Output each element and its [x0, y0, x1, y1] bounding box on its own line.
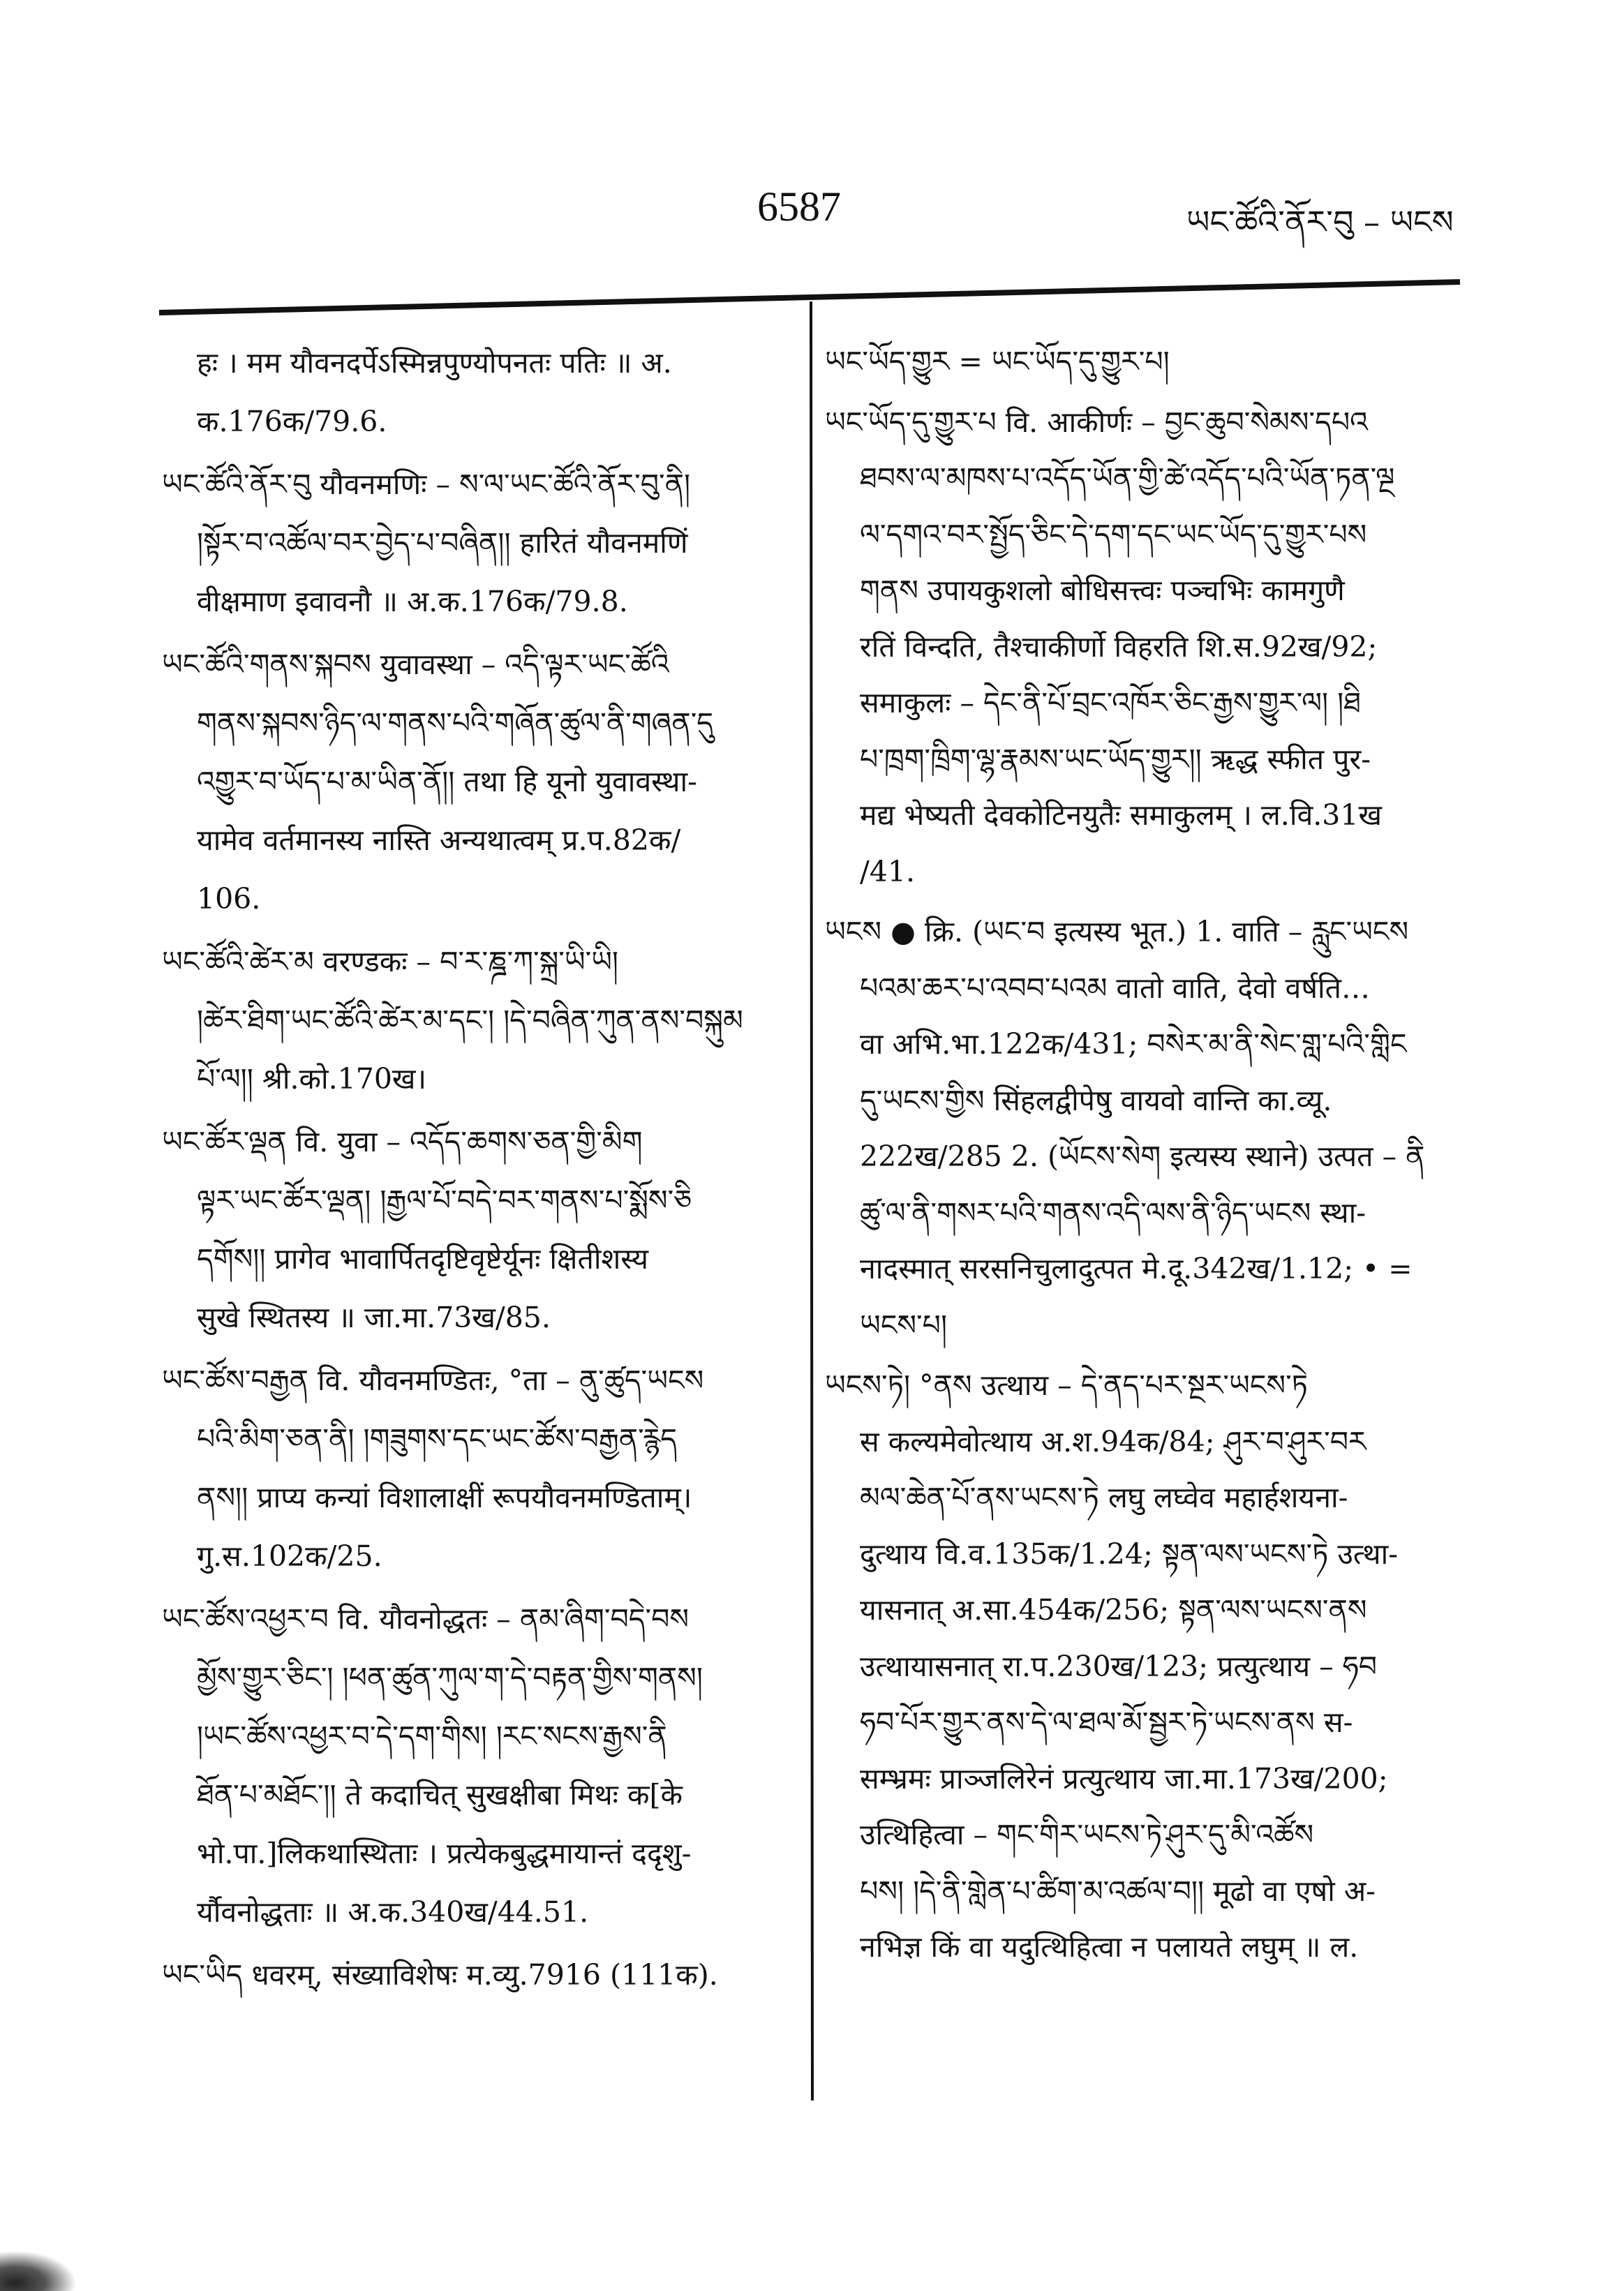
entry-line: གནས་སྐབས་ཉིད་ལ་གནས་པའི་གཞོན་ཚུལ་ནི་གཞན་དུ [197, 706, 714, 740]
entry-line: सुखे स्थितस्य ॥ जा.मा.73ख/85. [197, 1301, 551, 1334]
entry-line: པའི་མིག་ཅན་ནི། །གཟུགས་དང་ཡང་ཚོས་བརྒྱན་རྙེད [197, 1422, 677, 1456]
entry-line: /41. [860, 854, 916, 888]
entry-headword-line: ཡང་ཡིད धवरम्, संख्याविशेषः म.व्यु.7916 (111क). [162, 1958, 718, 1992]
entry-headword-line: ཡང་ཚོས་འཕྱར་བ वि. यौवनोद्धतः – ནམ་ཞིག་བདེ་བས [162, 1602, 690, 1636]
dictionary-entry [825, 394, 1467, 900]
entry-headword-line: ཡང་ཚོས་བརྒྱན वि. यौवनमण्डितः, °ता – ནུ་ཚུད་ཡངས [162, 1364, 704, 1397]
running-head: ཡང་ཚོའི་ནོར་བུ – ཡངས [1186, 203, 1454, 241]
entry-line: ལ་དགའ་བར་སྤྱོད་ཅིང་དེ་དག་དང་ཡང་ཡོད་དུ་གྱུར་པས [860, 517, 1367, 551]
entry-line: 106. [197, 882, 261, 916]
entry-line: भो.पा.]लिकथास्थिताः । प्रत्येकबुद्धमायान्तं ददृशु- [197, 1837, 692, 1870]
entry-line: नभिज्ञ किं वा यदुत्थिहित्वा न पलायते लघुम् ॥ ल. [860, 1930, 1359, 1964]
entry-line: པའམ་ཆར་པ་འབབ་པའམ वातो वाति, देवो वर्षति… [860, 971, 1371, 1005]
dictionary-entry [162, 932, 811, 1108]
entry-line: ཡངས་པ། [860, 1308, 948, 1342]
entry-line: स कल्यमेवोत्थाय अ.श.94क/84; ཤུར་བ་ཤུར་བར [860, 1424, 1366, 1458]
dictionary-entry [162, 1590, 811, 1941]
entry-line: །ཡང་ཚོས་འཕྱར་བ་དེ་དག་གིས། །རང་སངས་རྒྱས་ནི [197, 1719, 667, 1753]
entry-line: उत्थायासनात् रा.प.230ख/123; प्रत्युत्थाय – ཧབ [860, 1649, 1378, 1683]
entry-headword-line: ཡངས ● क्रि. (ཡང་བ इत्यस्य भूत.) 1. वाति – རླུང་ཡངས [825, 915, 1409, 948]
dictionary-entry [825, 334, 1467, 390]
entry-line: क.176क/79.6. [197, 405, 387, 438]
dictionary-entry [162, 1351, 811, 1585]
entry-headword-line: ཡང་ཡོད་གྱུར = ཡང་ཡོད་དུ་གྱུར་པ། [825, 345, 1170, 378]
entry-line: ཐོན་པ་མཐོང་།། ते कदाचित् सुखक्षीबा मिथः क[के [197, 1778, 683, 1812]
entry-line: वीक्षमाण इवावनौ ॥ अ.क.176क/79.8. [197, 585, 628, 618]
entry-line: हः । मम यौवनदर्पेऽस्मिन्नपुण्योपनतः पतिः ॥ अ. [197, 346, 672, 380]
entry-line: པས། །དེ་ནི་གླེན་པ་ཚིག་མ་འཚལ་བ།། मूढो वा एषो अ- [860, 1874, 1376, 1908]
entry-line: དུ་ཡངས་གྱིས सिंहलद्वीपेषु वायवो वान्ति का.व्यू. [860, 1083, 1332, 1117]
dictionary-entry [162, 1112, 811, 1347]
entry-line: नादस्मात् सरसनिचुलादुत्पत मे.दू.342ख/1.12; • = [860, 1252, 1413, 1285]
entry-line: །ཚེར་ཐིག་ཡང་ཚོའི་ཚེར་མ་དང་། །དེ་བཞིན་ཀུན་ནས་བསྐུམ [197, 1003, 743, 1037]
entry-line: दुत्थाय वि.व.135क/1.24; སྟན་ལས་ཡངས་ཏེ उत्था- [860, 1537, 1399, 1571]
entry-line: ལྟར་ཡང་ཚོར་ལྡན། །རྒྱལ་པོ་བདེ་བར་གནས་པ་སྨོས་ཅི [197, 1184, 692, 1217]
dictionary-entry [162, 334, 811, 451]
entry-line: गु.स.102क/25. [197, 1539, 382, 1573]
page-number: 6587 [757, 184, 841, 230]
entry-line: वा अभि.भा.122क/431; བསེར་མ་ནི་སེང་གླ་པའི་གླིང [860, 1027, 1407, 1061]
entry-headword-line: ཡང་ཚོར་ལྡན वि. युवा – འདོད་ཆགས་ཅན་གྱི་མིག [162, 1125, 643, 1158]
entry-line: सम्भ्रमः प्राञ्जलिरेनं प्रत्युत्थाय जा.मा.173ख/200; [860, 1761, 1388, 1796]
entry-line: མལ་ཆེན་པོ་ནས་ཡངས་ཏེ लघु लघ्वेव महार्हशयना- [860, 1481, 1348, 1514]
entry-line: 222ख/285 2. (ཡོངས་སེག इत्यस्य स्थाने) उत्पत – ནི [860, 1140, 1425, 1173]
dictionary-entry [162, 635, 811, 928]
entry-line: समाकुलः – དེང་ནི་པོ་བྲང་འཁོར་ཅིང་རྒྱས་གྱུར་ལ། །ཐི [860, 686, 1362, 719]
entry-headword-line: ཡང་ཡོད་དུ་གྱུར་པ वि. आकीर्णः – བྱང་ཆུབ་སེམས་དཔའ [825, 405, 1368, 439]
entry-headword-line: ཡང་ཚོའི་ཚེར་མ वरण्डकः – བ་ར་ཎྜ་ཀ་སྐྲ་ཡི་ཡི། [162, 945, 619, 978]
dictionary-entry [825, 904, 1467, 1353]
entry-line: དགོས།། प्रागेव भावार्पितदृष्टिवृष्टेर्यूनः क्षितीशस्य [197, 1242, 649, 1276]
header-rule [159, 282, 1460, 313]
entry-line: रतिं विन्दति, तैश्चाकीर्णो विहरति शि.स.92ख/92; [860, 629, 1378, 664]
dictionary-entry [162, 455, 811, 631]
entry-line: र्यौवनोद्धताः ॥ अ.क.340ख/44.51. [197, 1895, 589, 1929]
dictionary-entry [825, 1357, 1467, 1976]
entry-line: मद्य भेष्यती देवकोटिनयुतैः समाकुलम् । ल.वि.31ख [860, 798, 1382, 832]
entry-headword-line: ཡངས་ཏེ། °ནས उत्थाय – དེ་ནད་པར་སྔར་ཡངས་ཏེ [825, 1368, 1308, 1402]
entry-line: མྱོས་གྱུར་ཅིང་། །ཕན་ཚུན་ཀུལ་ག་དེ་བརྟན་གྱིས་གནས། [197, 1661, 703, 1694]
entry-line: उत्थिहित्वा – གང་གིར་ཡངས་ཏེ་ཤུར་དུ་མི་འཚོས [860, 1818, 1314, 1851]
entry-line: འགྱུར་བ་ཡོད་པ་མ་ཡིན་ནོ།། तथा हि यूनो युवावस्था- [197, 765, 697, 798]
entry-line: ནས།། प्राप्य कन्यां विशालाक्षीं रूपयौवनमण्डिताम्। [197, 1481, 692, 1514]
entry-line: ཐབས་ལ་མཁས་པ་འདོད་ཡོན་གྱི་ཚེ་འདོད་པའི་ཡོན་ཏན་ལྔ [860, 461, 1395, 495]
entry-line: यामेव वर्तमानस्य नास्ति अन्यथात्वम् प्र.प.82क/ [197, 823, 681, 857]
entry-line: །སྟོར་བ་འཚོལ་བར་བྱེད་པ་བཞིན།། हारितं यौवनमणिं [197, 526, 688, 560]
entry-line: ཚུ་ལ་ནི་གསར་པའི་གནས་འདི་ལས་ནི་ཉིད་ཡངས स्था- [860, 1195, 1366, 1230]
entry-headword-line: ཡང་ཚོའི་གནས་སྐབས युवावस्था – འདི་ལྟར་ཡང་ཚོའི [162, 648, 669, 681]
column-divider [811, 301, 812, 2100]
right-column [825, 334, 1467, 1976]
left-column [162, 334, 811, 2004]
dictionary-entry [162, 1946, 811, 2004]
entry-headword-line: ཡང་ཚོའི་ནོར་བུ यौवनमणिः – ས་ལ་ཡང་ཚོའི་ནོར་བུ་ནི། [162, 468, 691, 501]
entry-line: यासनात् अ.सा.454क/256; སྟན་ལས་ཡངས་ནས [860, 1593, 1367, 1627]
entry-line: གནས उपायकुशलो बोधिसत्त्वः पञ्चभिः कामगुणै [860, 574, 1345, 607]
entry-line: པ་ཁྲག་ཁྲིག་ལྷ་རྣམས་ཡང་ཡོད་གྱུར།། ऋद्ध स्फीत पुर- [860, 742, 1371, 776]
entry-line: པོ་ལ།། श्री.को.170ख। [197, 1062, 426, 1096]
entry-line: ཧབ་པོར་གྱུར་ནས་དེ་ལ་ཐལ་མོ་སྦྱར་ཏེ་ཡངས་ནས स- [860, 1706, 1353, 1739]
scan-smudge [0, 2251, 77, 2291]
